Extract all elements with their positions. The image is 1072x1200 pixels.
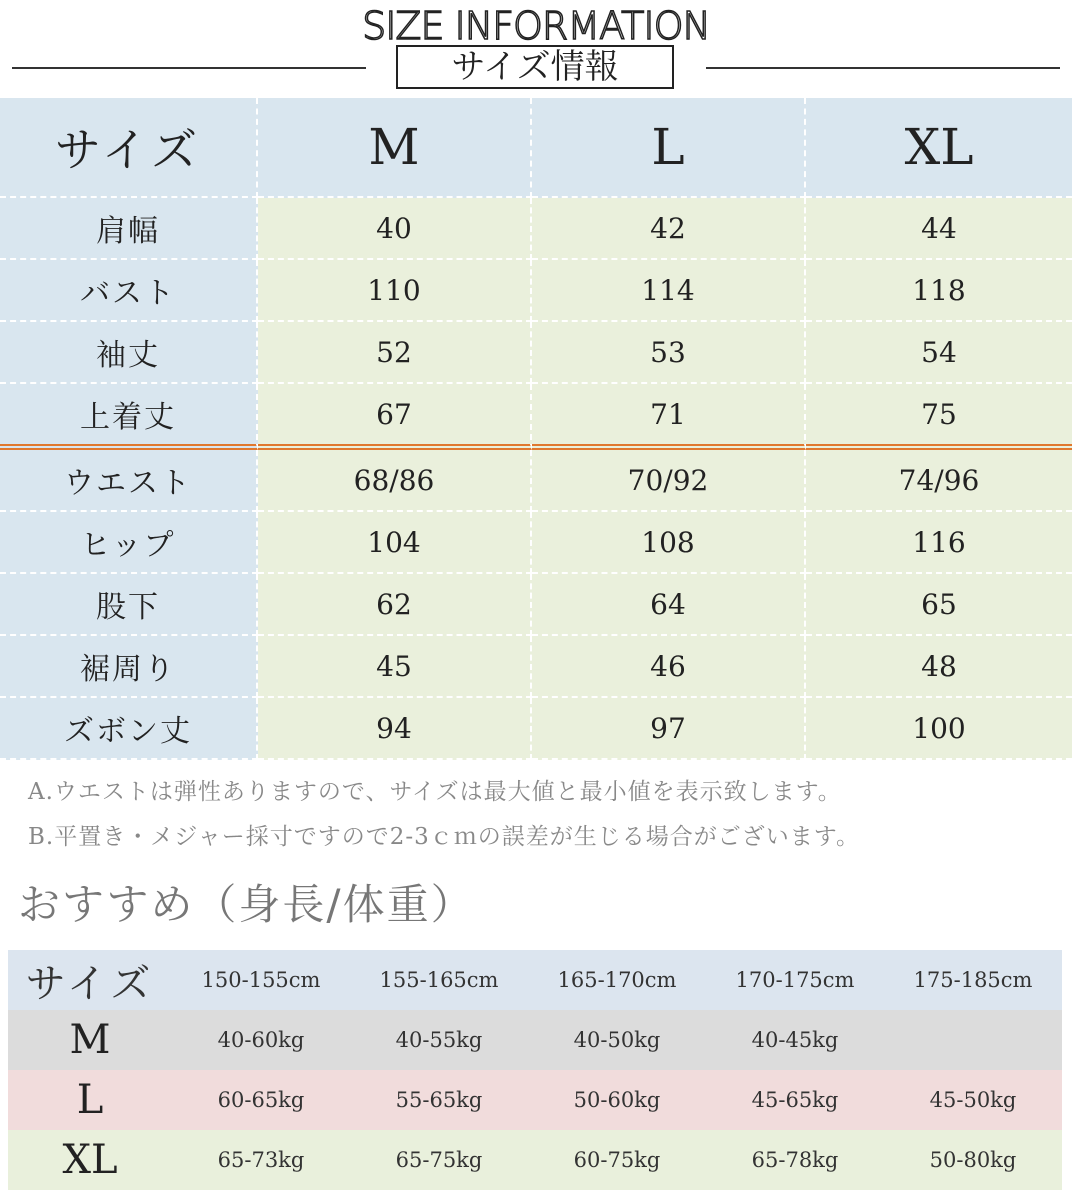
cell-value: 97 — [532, 698, 806, 760]
size-header-xl: XL — [806, 98, 1072, 198]
table-row — [0, 198, 1072, 260]
recommend-row-xl — [8, 1130, 1062, 1190]
size-header-label: サイズ — [0, 98, 258, 198]
title-en: SIZE INFORMATION — [362, 4, 710, 48]
header-divider-left — [12, 67, 366, 69]
cell-value: 74/96 — [806, 450, 1072, 512]
weight-range: 65-78kg — [706, 1130, 884, 1190]
cell-value: 48 — [806, 636, 1072, 698]
cell-value: 75 — [806, 384, 1072, 450]
table-row — [0, 260, 1072, 322]
recommend-header-row — [8, 950, 1062, 1010]
weight-range: 40-55kg — [350, 1010, 528, 1070]
row-label: ウエスト — [0, 450, 258, 512]
cell-value: 65 — [806, 574, 1072, 636]
size-info-header — [0, 0, 1072, 98]
cell-value: 94 — [258, 698, 532, 760]
cell-value: 64 — [532, 574, 806, 636]
table-row — [0, 322, 1072, 384]
recommend-row-m — [8, 1010, 1062, 1070]
recommend-size-label: L — [8, 1070, 172, 1130]
cell-value: 45 — [258, 636, 532, 698]
row-label: ズボン丈 — [0, 698, 258, 760]
cell-value: 100 — [806, 698, 1072, 760]
row-label: 上着丈 — [0, 384, 258, 450]
recommend-header-label: サイズ — [8, 950, 172, 1010]
note-b: B.平置き・メジャー採寸ですので2-3ｃｍの誤差が生じる場合がございます。 — [28, 824, 860, 850]
weight-range — [884, 1010, 1062, 1070]
height-range: 150-155cm — [172, 950, 350, 1010]
weight-range: 45-50kg — [884, 1070, 1062, 1130]
table-row — [0, 512, 1072, 574]
row-label: バスト — [0, 260, 258, 322]
cell-value: 118 — [806, 260, 1072, 322]
size-header-m: M — [258, 98, 532, 198]
cell-value: 104 — [258, 512, 532, 574]
weight-range: 60-65kg — [172, 1070, 350, 1130]
cell-value: 44 — [806, 198, 1072, 260]
row-label: 袖丈 — [0, 322, 258, 384]
cell-value: 68/86 — [258, 450, 532, 512]
height-range: 170-175cm — [706, 950, 884, 1010]
row-label: 股下 — [0, 574, 258, 636]
cell-value: 52 — [258, 322, 532, 384]
row-label: ヒップ — [0, 512, 258, 574]
cell-value: 108 — [532, 512, 806, 574]
table-row — [0, 636, 1072, 698]
cell-value: 46 — [532, 636, 806, 698]
row-label: 肩幅 — [0, 198, 258, 260]
title-jp: サイズ情報 — [396, 45, 674, 89]
cell-value: 110 — [258, 260, 532, 322]
table-row — [0, 384, 1072, 450]
weight-range: 65-73kg — [172, 1130, 350, 1190]
cell-value: 70/92 — [532, 450, 806, 512]
weight-range: 45-65kg — [706, 1070, 884, 1130]
table-row — [0, 574, 1072, 636]
table-row — [0, 698, 1072, 760]
recommend-table — [8, 950, 1062, 1190]
cell-value: 71 — [532, 384, 806, 450]
recommend-row-l — [8, 1070, 1062, 1130]
weight-range: 40-45kg — [706, 1010, 884, 1070]
recommend-size-label: XL — [8, 1130, 172, 1190]
size-table — [0, 98, 1072, 760]
cell-value: 62 — [258, 574, 532, 636]
cell-value: 42 — [532, 198, 806, 260]
recommend-size-label: M — [8, 1010, 172, 1070]
weight-range: 65-75kg — [350, 1130, 528, 1190]
cell-value: 116 — [806, 512, 1072, 574]
header-divider-right — [706, 67, 1060, 69]
row-label: 裾周り — [0, 636, 258, 698]
cell-value: 53 — [532, 322, 806, 384]
weight-range: 40-50kg — [528, 1010, 706, 1070]
size-header-l: L — [532, 98, 806, 198]
height-range: 175-185cm — [884, 950, 1062, 1010]
size-table-header-row — [0, 98, 1072, 198]
cell-value: 67 — [258, 384, 532, 450]
cell-value: 114 — [532, 260, 806, 322]
recommend-title: おすすめ（身長/体重） — [18, 880, 475, 929]
note-a: A.ウエストは弾性ありますので、サイズは最大値と最小値を表示致します。 — [28, 779, 842, 805]
height-range: 155-165cm — [350, 950, 528, 1010]
cell-value: 54 — [806, 322, 1072, 384]
weight-range: 50-60kg — [528, 1070, 706, 1130]
weight-range: 40-60kg — [172, 1010, 350, 1070]
weight-range: 50-80kg — [884, 1130, 1062, 1190]
weight-range: 55-65kg — [350, 1070, 528, 1130]
table-row — [0, 450, 1072, 512]
cell-value: 40 — [258, 198, 532, 260]
weight-range: 60-75kg — [528, 1130, 706, 1190]
height-range: 165-170cm — [528, 950, 706, 1010]
